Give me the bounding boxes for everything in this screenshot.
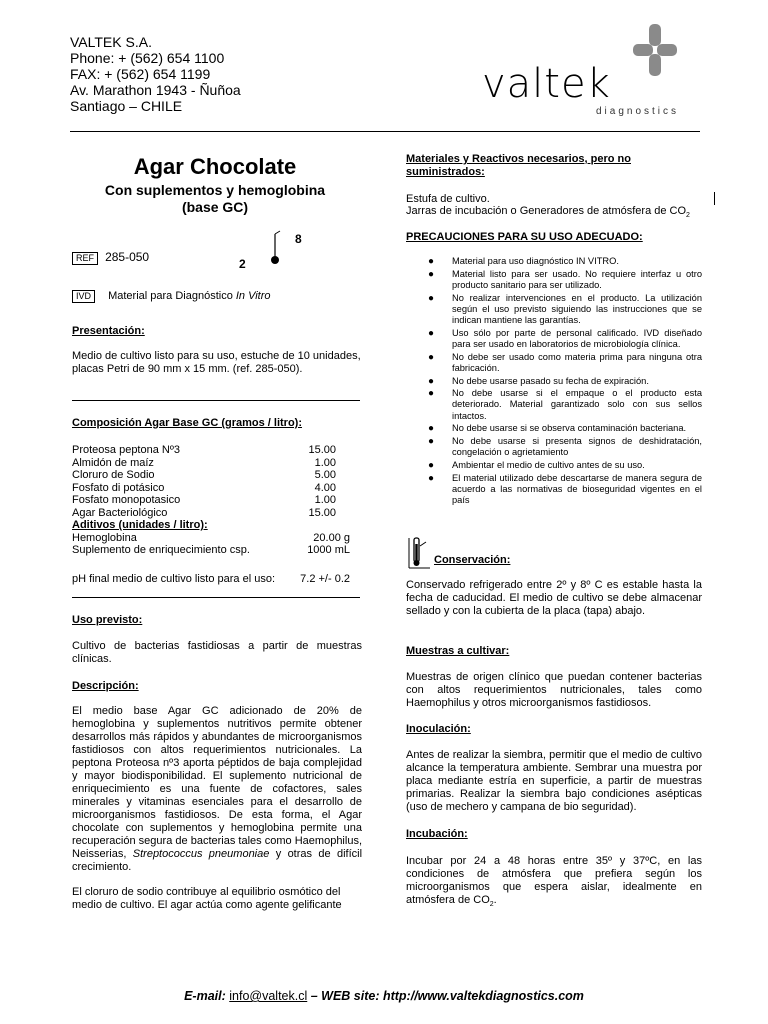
ref-value: 285-050 (105, 250, 150, 264)
composicion-value: 5.00 (314, 469, 336, 481)
muestras-text: Muestras de origen clínico que puedan contener bacterias con altos requerimientos nutricionales, tales como Haemophilus y otros microorganismos fastidiosos. (406, 671, 702, 709)
precaucion-text: Uso sólo por parte de personal calificado. IVD diseñado para ser usado en laboratorios de microbiología clínica. (452, 327, 702, 349)
ivd-row (72, 290, 271, 303)
precaucion-text: Ambientar el medio de cultivo antes de su uso. (452, 459, 645, 470)
precaucion-item (406, 436, 702, 458)
materiales-line-2-text: Jarras de incubación o Generadores de atmósfera de CO (406, 205, 687, 217)
materiales-line-2-sub: 2 (686, 212, 690, 220)
aditivo-row (72, 532, 350, 545)
composicion-table (72, 444, 350, 557)
footer-email-link[interactable]: info@valtek.cl (229, 989, 308, 1003)
precaucion-item (406, 352, 702, 374)
precaucion-item (406, 388, 702, 422)
temperature-storage-icon (406, 536, 432, 570)
materiales-line-1: Estufa de cultivo. (406, 193, 490, 205)
presentacion-heading: Presentación: (72, 325, 145, 337)
precaucion-text: Material para uso diagnóstico IN VITRO. (452, 256, 619, 266)
logo-subtitle: diagnostics (596, 106, 680, 117)
product-subtitle-2: (base GC) (181, 199, 249, 215)
bullet-icon: ● (428, 436, 435, 448)
text-cursor (714, 192, 715, 205)
temp-limit-symbol (237, 230, 307, 272)
bullet-icon: ● (428, 292, 435, 304)
company-name: VALTEK S.A. (70, 34, 152, 50)
muestras-heading: Muestras a cultivar: (406, 645, 510, 657)
header-divider (70, 131, 700, 132)
precaucion-item (406, 328, 702, 350)
conservacion-heading: Conservación: (434, 554, 511, 566)
composicion-value: 15.00 (308, 444, 336, 456)
conservacion-text: Conservado refrigerado entre 2º y 8º C es estable hasta la fecha de caducidad. El medio de cultivo se debe almacenar sellado y con la cubierta de la placa (tapa) abajo. (406, 579, 702, 617)
descripcion-text-end: y otras de difícil crecimiento. (72, 848, 363, 873)
ph-divider (72, 597, 360, 598)
company-fax: FAX: + (562) 654 1199 (70, 66, 211, 82)
presentacion-divider (72, 400, 360, 401)
incubacion-text-main: Incubar por 24 a 48 horas entre 35º y 37ºC, en las condiciones de atmósfera que prefiera según los microorganismos que espera aislar, idealmente en atmósfera de CO (406, 855, 702, 906)
precaucion-text: No realizar intervenciones en el producto. La utilización según el uso previsto siguiendo las instrucciones que se indican mantiene las garantías. (452, 292, 702, 326)
composicion-row (72, 507, 350, 520)
incubacion-heading: Incubación: (406, 828, 468, 840)
temp-high: 8 (295, 232, 302, 246)
precaucion-text: No debe usarse si el empaque o el producto esta deteriorado. Material garantizado solo con sus sellos intactos. (452, 388, 702, 421)
composicion-value: 15.00 (308, 506, 336, 519)
footer (0, 989, 768, 1003)
bullet-icon: ● (428, 375, 435, 387)
precauciones-heading: PRECAUCIONES PARA SU USO ADECUADO: (406, 231, 643, 243)
precaucion-text: Material listo para ser usado. No requiere interfaz u otro producto sanitario para ser utilizado. (452, 268, 702, 290)
composicion-name: Fosfato di potásico (72, 481, 165, 494)
bullet-icon: ● (428, 459, 435, 471)
composicion-row (72, 469, 350, 482)
precaucion-item (406, 256, 702, 267)
valtek-cross-icon (632, 22, 678, 82)
temp-low: 2 (239, 257, 246, 271)
thermometer-icon (269, 230, 283, 266)
uso-text: Cultivo de bacterias fastidiosas a partir de muestras clínicas. (72, 640, 362, 665)
descripcion-text-main: El medio base Agar GC adicionado de 20% de hemoglobina y suplementos nutritivos permite obtener desarrollos más rápidos y abundantes de microorganismos fastidiosos con altos requerimientos nutricionales. La peptona Proteosa nº3 aporta péptidos de baja complejidad y mayor biodisponibilidad. El suplemento nutricional de enriquecimiento es una fuente de cofactores, sales minerales y vitaminas esenciales para el desarrollo de microorganismos fastidiosos. De esta forma, el Agar chocolate con suplementos y hemoglobina permite una recuperación segura de bacterias tales como Haemophilus, Neisserias, (72, 705, 362, 860)
composicion-value: 1.00 (314, 494, 336, 506)
precauciones-list (406, 256, 702, 508)
descripcion-heading: Descripción: (72, 680, 139, 692)
bullet-icon: ● (428, 388, 435, 400)
precaucion-text: No debe usarse si se observa contaminación bacteriana. (452, 423, 687, 434)
precaucion-item (406, 376, 702, 387)
composicion-value: 4.00 (314, 481, 336, 494)
ivd-label: IVD (72, 290, 95, 303)
ph-row (72, 573, 350, 585)
presentacion-text: Medio de cultivo listo para su uso, estuche de 10 unidades, placas Petri de 90 mm x 15 mm. (ref. 285-050). (72, 350, 361, 375)
bullet-icon: ● (428, 268, 435, 280)
composicion-name: Fosfato monopotasico (72, 494, 181, 506)
ivd-text: Material para Diagnóstico (108, 290, 233, 302)
precaucion-item (406, 460, 702, 471)
aditivo-value: 20.00 g (313, 531, 350, 544)
ph-value: 7.2 +/- 0.2 (300, 573, 350, 585)
materiales-line-2 (406, 205, 690, 222)
product-title: Agar Chocolate (133, 154, 297, 179)
incubacion-text-end: . (493, 894, 497, 906)
composicion-name: Proteosa peptona Nº3 (72, 444, 180, 456)
incubacion-text-sub: 2 (489, 901, 494, 909)
composicion-row (72, 444, 350, 457)
ph-label: pH final medio de cultivo listo para el uso: (72, 573, 275, 585)
aditivos-heading: Aditivos (unidades / litro): (72, 519, 208, 531)
company-city: Santiago – CHILE (70, 98, 183, 114)
composicion-row (72, 457, 350, 470)
bullet-icon: ● (428, 351, 435, 363)
logo-wordmark: valtek (482, 61, 611, 107)
company-header (70, 34, 241, 114)
ref-label: REF (72, 252, 98, 265)
valtek-logo (480, 22, 700, 122)
uso-heading: Uso previsto: (72, 614, 143, 626)
composicion-row (72, 494, 350, 507)
aditivo-value: 1000 mL (307, 544, 350, 556)
precaucion-item (406, 423, 702, 434)
bullet-icon: ● (428, 423, 435, 435)
product-subtitle: Con suplementos y hemoglobina (104, 182, 326, 198)
precaucion-text: El material utilizado debe descartarse de manera segura de acuerdo a las normativas de bioseguridad vigentes en el país (452, 472, 702, 506)
precaucion-item (406, 293, 702, 327)
ref-row (72, 250, 149, 265)
aditivo-name: Suplemento de enriquecimiento csp. (72, 544, 250, 556)
bullet-icon: ● (428, 327, 435, 339)
aditivo-name: Hemoglobina (72, 531, 137, 544)
bullet-icon: ● (428, 256, 435, 267)
company-address: Av. Marathon 1943 - Ñuñoa (70, 82, 241, 98)
inoculacion-text: Antes de realizar la siembra, permitir que el medio de cultivo alcance la temperatura ambiente. Sembrar una muestra por placa mediante estría en superficie, a partir de muestras primarias. Realizar la siembra bajo condiciones asépticas (uso de mechero y campana de bio seguridad). (406, 749, 702, 813)
incubacion-text (406, 855, 702, 911)
precaucion-text: No debe usarse si presenta signos de deshidratación, congelación o agrietamiento (452, 436, 702, 458)
aditivo-row (72, 544, 350, 557)
descripcion-text-2: El cloruro de sodio contribuye al equilibrio osmótico del medio de cultivo. El agar actúa como agente gelificante (72, 886, 342, 911)
company-phone: Phone: + (562) 654 1100 (70, 50, 225, 66)
composicion-name: Agar Bacteriológico (72, 506, 168, 519)
footer-web: – WEB site: http://www.valtekdiagnostics.com (307, 989, 584, 1003)
composicion-row (72, 482, 350, 495)
bullet-icon: ● (428, 472, 435, 484)
composicion-name: Cloruro de Sodio (72, 469, 155, 481)
composicion-heading: Composición Agar Base GC (gramos / litro): (72, 417, 303, 429)
ivd-text-italic: In Vitro (235, 290, 271, 302)
precaucion-item (406, 269, 702, 291)
materiales-heading: Materiales y Reactivos necesarios, pero no suministrados: (406, 153, 631, 178)
descripcion-text (72, 705, 362, 874)
precaucion-text: No debe ser usado como materia prima para ninguna otra fabricación. (452, 351, 702, 373)
composicion-name: Almidón de maíz (72, 456, 154, 469)
inoculacion-heading: Inoculación: (406, 723, 471, 735)
precaucion-item (406, 473, 702, 507)
composicion-value: 1.00 (314, 456, 336, 469)
descripcion-text-italic: Streptococcus pneumoniae (132, 848, 270, 860)
precaucion-text: No debe usarse pasado su fecha de expiración. (452, 375, 649, 386)
footer-email-label: E-mail: (184, 989, 226, 1003)
